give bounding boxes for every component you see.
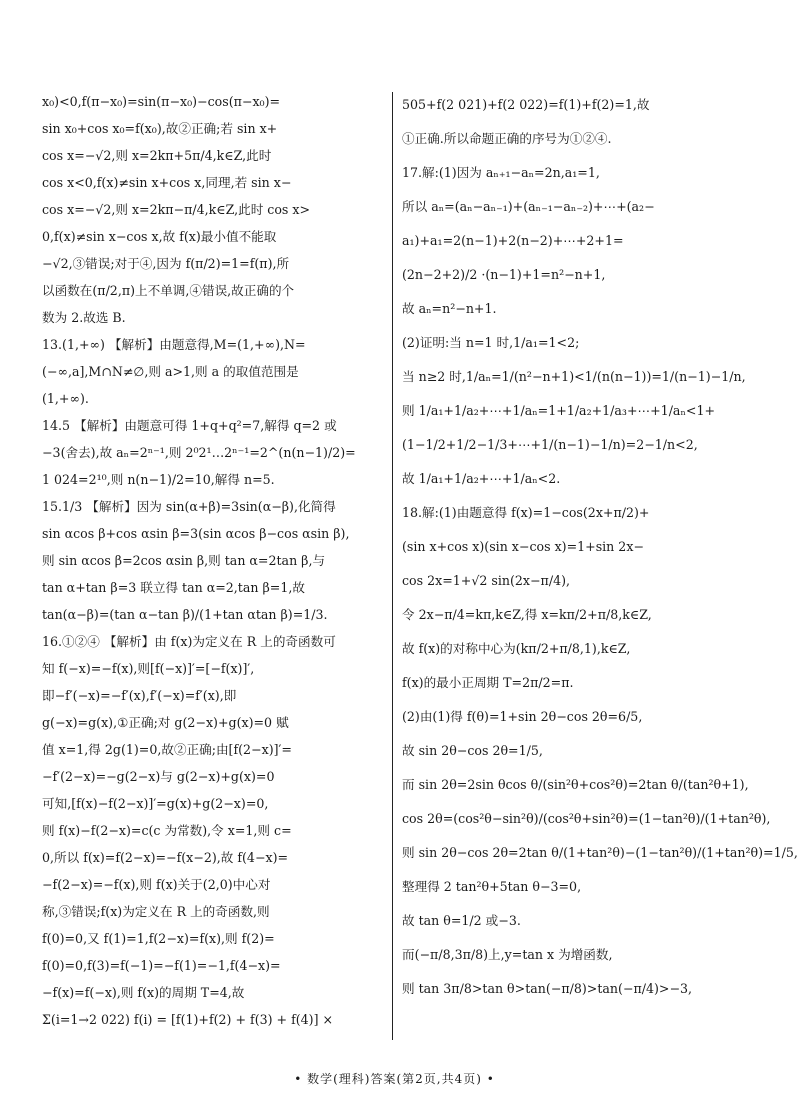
- text-line: 则 sin 2θ−cos 2θ=2tan θ/(1+tan²θ)−(1−tan²θ)/(1+tan²θ)=1/5,: [402, 845, 798, 860]
- text-line: (2n−2+2)/2 ·(n−1)+1=n²−n+1,: [402, 267, 606, 282]
- text-line: 故 tan θ=1/2 或−3.: [402, 913, 521, 928]
- text-line: 即−f′(−x)=−f′(x),f′(−x)=f′(x),即: [42, 688, 237, 703]
- text-line: −3(舍去),故 aₙ=2ⁿ⁻¹,则 2⁰2¹…2ⁿ⁻¹=2^(n(n−1)/2)=: [42, 445, 356, 460]
- text-line: 505+f(2 021)+f(2 022)=f(1)+f(2)=1,故: [402, 97, 650, 112]
- text-line: (1−1/2+1/2−1/3+⋯+1/(n−1)−1/n)=2−1/n<2,: [402, 437, 698, 452]
- text-line: (sin x+cos x)(sin x−cos x)=1+sin 2x−: [402, 539, 644, 554]
- right-column: [402, 88, 798, 1006]
- text-line: f(x)的最小正周期 T=2π/2=π.: [402, 675, 574, 690]
- text-line: −f(x)=f(−x),则 f(x)的周期 T=4,故: [42, 985, 245, 1000]
- text-line: cos x=−√2,则 x=2kπ+5π/4,k∈Z,此时: [42, 148, 272, 163]
- text-line: 数为 2.故选 B.: [42, 310, 126, 325]
- text-line: 可知,[f(x)−f(2−x)]′=g(x)+g(2−x)=0,: [42, 796, 269, 811]
- text-line: f(0)=0,f(3)=f(−1)=−f(1)=−1,f(4−x)=: [42, 958, 281, 973]
- text-line: −f′(2−x)=−g(2−x)与 g(2−x)+g(x)=0: [42, 769, 275, 784]
- text-line: 而 sin 2θ=2sin θcos θ/(sin²θ+cos²θ)=2tan θ/(tan²θ+1),: [402, 777, 749, 792]
- text-line: sin αcos β+cos αsin β=3(sin αcos β−cos αsin β),: [42, 526, 350, 541]
- q17-line: 17.解:(1)因为 aₙ₊₁−aₙ=2n,a₁=1,: [402, 165, 600, 180]
- q14-line: 14.5 【解析】由题意可得 1+q+q²=7,解得 q=2 或: [42, 418, 337, 433]
- q16-line: 16.①②④ 【解析】由 f(x)为定义在 R 上的奇函数可: [42, 634, 336, 649]
- text-line: 则 1/a₁+1/a₂+⋯+1/aₙ=1+1/a₂+1/a₃+⋯+1/aₙ<1+: [402, 403, 716, 418]
- text-line: 故 f(x)的对称中心为(kπ/2+π/8,1),k∈Z,: [402, 641, 631, 656]
- text-line: −f(2−x)=−f(x),则 f(x)关于(2,0)中心对: [42, 877, 271, 892]
- q13-line: 13.(1,+∞) 【解析】由题意得,M=(1,+∞),N=: [42, 337, 306, 352]
- text-line: 则 tan 3π/8>tan θ>tan(−π/8)>tan(−π/4)>−3,: [402, 981, 693, 996]
- text-line: (−∞,a],M∩N≠∅,则 a>1,则 a 的取值范围是: [42, 364, 299, 379]
- page-footer: • 数学(理科)答案(第2页,共4页) •: [294, 1072, 495, 1086]
- text-line: 0,所以 f(x)=f(2−x)=−f(x−2),故 f(4−x)=: [42, 850, 289, 865]
- text-line: cos 2θ=(cos²θ−sin²θ)/(cos²θ+sin²θ)=(1−tan²θ)/(1+tan²θ),: [402, 811, 771, 826]
- text-line: 故 aₙ=n²−n+1.: [402, 301, 497, 316]
- text-line: 0,f(x)≠sin x−cos x,故 f(x)最小值不能取: [42, 229, 277, 244]
- text-line: cos x<0,f(x)≠sin x+cos x,同理,若 sin x−: [42, 175, 292, 190]
- text-line: 知 f(−x)=−f(x),则[f(−x)]′=[−f(x)]′,: [42, 661, 255, 676]
- text-line: 令 2x−π/4=kπ,k∈Z,得 x=kπ/2+π/8,k∈Z,: [402, 607, 652, 622]
- text-line: 故 sin 2θ−cos 2θ=1/5,: [402, 743, 543, 758]
- text-line: tan(α−β)=(tan α−tan β)/(1+tan αtan β)=1/3.: [42, 607, 328, 622]
- text-line: (1,+∞).: [42, 391, 89, 406]
- text-line: sin x₀+cos x₀=f(x₀),故②正确;若 sin x+: [42, 121, 278, 136]
- text-line: 称,③错误;f(x)为定义在 R 上的奇函数,则: [42, 904, 270, 919]
- text-line: 值 x=1,得 2g(1)=0,故②正确;由[f(2−x)]′=: [42, 742, 292, 757]
- column-divider: [392, 92, 393, 1040]
- text-line: cos 2x=1+√2 sin(2x−π/4),: [402, 573, 571, 588]
- text-line: 而(−π/8,3π/8)上,y=tan x 为增函数,: [402, 947, 613, 962]
- text-line: 以函数在(π/2,π)上不单调,④错误,故正确的个: [42, 283, 295, 298]
- text-line: 故 1/a₁+1/a₂+⋯+1/aₙ<2.: [402, 471, 561, 486]
- text-line: cos x=−√2,则 x=2kπ−π/4,k∈Z,此时 cos x>: [42, 202, 311, 217]
- q15-line: 15.1/3 【解析】因为 sin(α+β)=3sin(α−β),化简得: [42, 499, 336, 514]
- summation-line: Σ(i=1→2 022) f(i) = [f(1)+f(2) + f(3) + f(4)] ×: [42, 1012, 334, 1027]
- text-line: 则 f(x)−f(2−x)=c(c 为常数),令 x=1,则 c=: [42, 823, 292, 838]
- text-line: x₀)<0,f(π−x₀)=sin(π−x₀)−cos(π−x₀)=: [42, 94, 281, 109]
- text-line: f(0)=0,又 f(1)=1,f(2−x)=f(x),则 f(2)=: [42, 931, 275, 946]
- text-line: g(−x)=g(x),①正确;对 g(2−x)+g(x)=0 赋: [42, 715, 289, 730]
- text-line: a₁)+a₁=2(n−1)+2(n−2)+⋯+2+1=: [402, 233, 624, 248]
- text-line: (2)由(1)得 f(θ)=1+sin 2θ−cos 2θ=6/5,: [402, 709, 643, 724]
- text-line: 整理得 2 tan²θ+5tan θ−3=0,: [402, 879, 582, 894]
- text-line: ①正确.所以命题正确的序号为①②④.: [402, 131, 612, 146]
- text-line: 1 024=2¹⁰,则 n(n−1)/2=10,解得 n=5.: [42, 472, 275, 487]
- text-line: tan α+tan β=3 联立得 tan α=2,tan β=1,故: [42, 580, 305, 595]
- text-line: −√2,③错误;对于④,因为 f(π/2)=1=f(π),所: [42, 256, 290, 271]
- left-column: [42, 88, 397, 1033]
- text-line: 则 sin αcos β=2cos αsin β,则 tan α=2tan β,与: [42, 553, 326, 568]
- text-line: 当 n≥2 时,1/aₙ=1/(n²−n+1)<1/(n(n−1))=1/(n−1)−1/n,: [402, 369, 746, 384]
- text-line: (2)证明:当 n=1 时,1/a₁=1<2;: [402, 335, 580, 350]
- q18-line: 18.解:(1)由题意得 f(x)=1−cos(2x+π/2)+: [402, 505, 650, 520]
- text-line: 所以 aₙ=(aₙ−aₙ₋₁)+(aₙ₋₁−aₙ₋₂)+⋯+(a₂−: [402, 199, 655, 214]
